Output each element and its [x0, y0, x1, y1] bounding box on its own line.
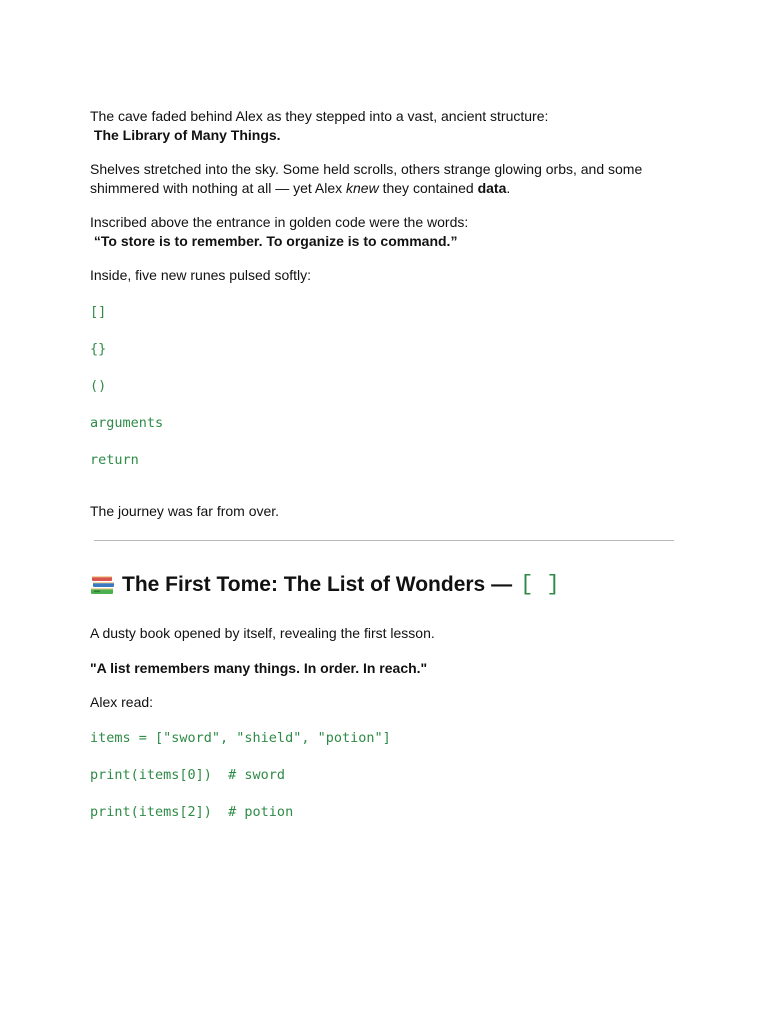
tome-quote: "A list remembers many things. In order. In reach."	[90, 659, 428, 676]
rune-parens: ()	[90, 377, 107, 394]
tome-intro: A dusty book opened by itself, revealing the first lesson.	[90, 625, 435, 641]
intro-paragraph	[90, 107, 680, 144]
library-name: The Library of Many Things.	[93, 126, 281, 143]
emphasis-knew: knew	[346, 179, 379, 196]
shelves-paragraph: Shelves stretched into the sky. Some held scrolls, others strange glowing orbs, and some shimmered with nothing at all — yet Alex knew they contained data.	[90, 161, 643, 196]
runes-intro: Inside, five new runes pulsed softly:	[90, 267, 312, 283]
strong-data: data	[477, 179, 507, 196]
code-line-items: items = ["sword", "shield", "potion"]	[90, 729, 391, 746]
code-line-print-0: print(items[0]) # sword	[90, 766, 286, 783]
rune-return: return	[90, 451, 139, 468]
journey-text: The journey was far from over.	[90, 502, 280, 519]
tome-title-code: [ ]	[520, 572, 560, 597]
books-icon	[90, 573, 116, 597]
alex-read: Alex read:	[90, 694, 154, 710]
rune-brackets: []	[90, 303, 107, 320]
code-line-print-2: print(items[2]) # potion	[90, 803, 294, 820]
inscription-paragraph: Inscribed above the entrance in golden code were the words: “To store is to remember. To organize is to command.”	[90, 214, 469, 249]
tome-title: The First Tome: The List of Wonders —	[122, 573, 513, 596]
intro-line: The cave faded behind Alex as they stepped into a vast, ancient structure:	[90, 108, 549, 124]
rune-braces: {}	[90, 340, 107, 357]
document-page	[90, 107, 680, 840]
section-divider	[94, 540, 674, 541]
rune-arguments: arguments	[90, 414, 164, 431]
tome-heading	[90, 571, 680, 599]
inscription-quote: “To store is to remember. To organize is to command.”	[93, 232, 458, 249]
